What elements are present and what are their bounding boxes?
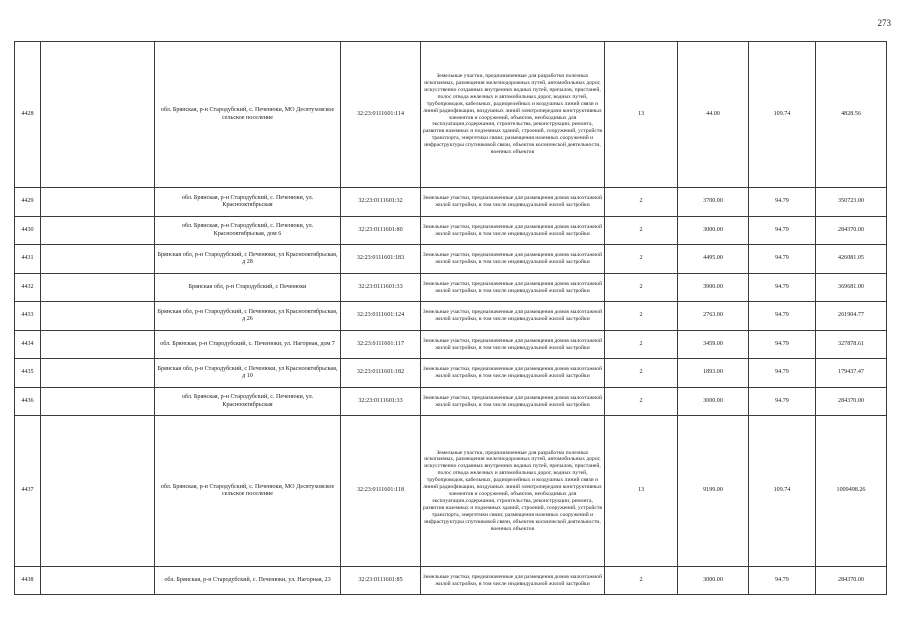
address-cell: Брянская обл, р-н Стародубский, с Печенюки	[155, 274, 341, 302]
land-use-description-cell: Земельные участки, предназначенные для размещения домов малоэтажной жилой застройки, в том числе индивидуальной жилой застройки	[421, 331, 605, 359]
cadastral-number-cell: 32:23:0111601:124	[341, 302, 421, 331]
category-code-cell: 2	[605, 388, 678, 416]
row-number-cell: 4429	[15, 188, 41, 217]
cadastral-value-cell: 284370.00	[816, 567, 887, 595]
table-body	[15, 42, 887, 595]
empty-cell	[41, 302, 155, 331]
row-number-cell: 4438	[15, 567, 41, 595]
table-row	[15, 245, 887, 274]
table-row	[15, 188, 887, 217]
empty-cell	[41, 567, 155, 595]
table-row	[15, 567, 887, 595]
specific-value-cell: 94.79	[749, 302, 816, 331]
specific-value-cell: 109.74	[749, 42, 816, 188]
empty-cell	[41, 188, 155, 217]
cadastral-number-cell: 32:23:0111601:33	[341, 274, 421, 302]
table-row	[15, 42, 887, 188]
empty-cell	[41, 359, 155, 388]
row-number-cell: 4435	[15, 359, 41, 388]
empty-cell	[41, 331, 155, 359]
area-cell: 44.00	[678, 42, 749, 188]
table-row	[15, 217, 887, 245]
table-row	[15, 274, 887, 302]
cadastral-number-cell: 32:23:0111601:118	[341, 416, 421, 567]
table-row	[15, 359, 887, 388]
address-cell: Брянская обл, р-н Стародубский, с Печенюки, ул Краснооктябрьская, д 10	[155, 359, 341, 388]
empty-cell	[41, 42, 155, 188]
cadastral-value-cell: 369681.00	[816, 274, 887, 302]
cadastral-value-cell: 350723.00	[816, 188, 887, 217]
empty-cell	[41, 416, 155, 567]
specific-value-cell: 94.79	[749, 274, 816, 302]
row-number-cell: 4436	[15, 388, 41, 416]
cadastral-number-cell: 32:23:0111601:33	[341, 388, 421, 416]
cadastral-number-cell: 32:23:0111601:182	[341, 359, 421, 388]
area-cell: 1893.00	[678, 359, 749, 388]
area-cell: 9199.00	[678, 416, 749, 567]
area-cell: 3459.00	[678, 331, 749, 359]
cadastral-value-cell: 261904.77	[816, 302, 887, 331]
row-number-cell: 4428	[15, 42, 41, 188]
table-row	[15, 416, 887, 567]
address-cell: обл. Брянская, р-н Стародубский, с. Печенюки, ул. Краснооктябрьская	[155, 188, 341, 217]
category-code-cell: 13	[605, 42, 678, 188]
category-code-cell: 2	[605, 188, 678, 217]
empty-cell	[41, 274, 155, 302]
area-cell: 4495.00	[678, 245, 749, 274]
land-use-description-cell: Земельные участки, предназначенные для размещения домов малоэтажной жилой застройки, в том числе индивидуальной жилой застройки	[421, 388, 605, 416]
area-cell: 3000.00	[678, 217, 749, 245]
row-number-cell: 4437	[15, 416, 41, 567]
cadastral-number-cell: 32:23:0111601:32	[341, 188, 421, 217]
area-cell: 3000.00	[678, 388, 749, 416]
address-cell: обл. Брянская, р-н Стародубский, с. Печенюки, ул. Нагорная, 23	[155, 567, 341, 595]
row-number-cell: 4431	[15, 245, 41, 274]
category-code-cell: 2	[605, 274, 678, 302]
land-use-description-cell: Земельные участки, предназначенные для размещения домов малоэтажной жилой застройки, в том числе индивидуальной жилой застройки	[421, 245, 605, 274]
specific-value-cell: 94.79	[749, 188, 816, 217]
table-row	[15, 388, 887, 416]
cadastral-number-cell: 32:23:0111601:183	[341, 245, 421, 274]
area-cell: 2763.00	[678, 302, 749, 331]
cadastral-value-cell: 4828.56	[816, 42, 887, 188]
category-code-cell: 13	[605, 416, 678, 567]
specific-value-cell: 94.79	[749, 331, 816, 359]
area-cell: 3900.00	[678, 274, 749, 302]
address-cell: обл. Брянская, р-н Стародубский, с. Печенюки, ул. Краснооктябрьская	[155, 388, 341, 416]
category-code-cell: 2	[605, 245, 678, 274]
specific-value-cell: 94.79	[749, 217, 816, 245]
category-code-cell: 2	[605, 567, 678, 595]
cadastral-value-cell: 284370.00	[816, 388, 887, 416]
address-cell: обл. Брянская, р-н Стародубский, с. Печенюки, ул. Нагорная, дом 7	[155, 331, 341, 359]
row-number-cell: 4432	[15, 274, 41, 302]
land-use-description-cell: Земельные участки, предназначенные для разработки полезных ископаемых, размещения железнодорожных путей, автомобильных дорог, искусственно созданных внутренних водных путей, причалов, пристаней, полос отвода железных и автомобильных дорог, водных путей, трубопроводов, кабельных, радиорелейных и воздушных линий связи и линий радиофикации, воздушных линий электропередачи конструктивных элементов и сооружений, объектов, необходимых для эксплуатации,содержания, строительства, реконструкции, ремонта, развития наземных и подземных зданий, строений, сооружений, устройств транспорта, энергетики связи; размещения наземных сооружений и инфраструктуры спутниковой связи, объектов космической деятельности, военных объектов	[421, 42, 605, 188]
specific-value-cell: 94.79	[749, 567, 816, 595]
address-cell: обл. Брянская, р-н Стародубский, с. Печенюки, ул. Краснооктябрьская, дом 6	[155, 217, 341, 245]
specific-value-cell: 94.79	[749, 245, 816, 274]
category-code-cell: 2	[605, 359, 678, 388]
land-use-description-cell: Земельные участки, предназначенные для размещения домов малоэтажной жилой застройки, в том числе индивидуальной жилой застройки	[421, 359, 605, 388]
cadastral-value-cell: 284370.00	[816, 217, 887, 245]
cadastral-number-cell: 32:23:0111601:114	[341, 42, 421, 188]
land-registry-table	[14, 41, 887, 595]
cadastral-number-cell: 32:23:0111601:80	[341, 217, 421, 245]
row-number-cell: 4434	[15, 331, 41, 359]
land-use-description-cell: Земельные участки, предназначенные для размещения домов малоэтажной жилой застройки, в том числе индивидуальной жилой застройки	[421, 188, 605, 217]
cadastral-value-cell: 426081.05	[816, 245, 887, 274]
cadastral-value-cell: 1009498.26	[816, 416, 887, 567]
area-cell: 3700.00	[678, 188, 749, 217]
specific-value-cell: 94.79	[749, 359, 816, 388]
empty-cell	[41, 388, 155, 416]
specific-value-cell: 109.74	[749, 416, 816, 567]
specific-value-cell: 94.79	[749, 388, 816, 416]
empty-cell	[41, 245, 155, 274]
cadastral-number-cell: 32:23:0111601:85	[341, 567, 421, 595]
row-number-cell: 4433	[15, 302, 41, 331]
address-cell: Брянская обл, р-н Стародубский, с Печенюки, ул Краснооктябрьская, д 26	[155, 302, 341, 331]
land-use-description-cell: Земельные участки, предназначенные для размещения домов малоэтажной жилой застройки, в том числе индивидуальной жилой застройки	[421, 274, 605, 302]
cadastral-number-cell: 32:23:0111601:117	[341, 331, 421, 359]
cadastral-value-cell: 179437.47	[816, 359, 887, 388]
address-cell: обл. Брянская, р-н Стародубский, с. Печенюки, МО Десятуховское сельское поселение	[155, 42, 341, 188]
table-row	[15, 331, 887, 359]
land-use-description-cell: Земельные участки, предназначенные для размещения домов малоэтажной жилой застройки, в том числе индивидуальной жилой застройки	[421, 302, 605, 331]
category-code-cell: 2	[605, 331, 678, 359]
category-code-cell: 2	[605, 217, 678, 245]
row-number-cell: 4430	[15, 217, 41, 245]
table-row	[15, 302, 887, 331]
page-number: 273	[877, 18, 891, 28]
land-use-description-cell: Земельные участки, предназначенные для разработки полезных ископаемых, размещения железнодорожных путей, автомобильных дорог, искусственно созданных внутренних водных путей, причалов, пристаней, полос отвода железных и автомобильных дорог, водных путей, трубопроводов, кабельных, радиорелейных и воздушных линий связи и линий радиофикации, воздушных линий электропередачи конструктивных элементов и сооружений, объектов, необходимых для эксплуатации,содержания, строительства, реконструкции, ремонта, развития наземных и подземных зданий, строений, сооружений, устройств транспорта, энергетики связи; размещения наземных сооружений и инфраструктуры спутниковой связи, объектов космической деятельности, военных объектов	[421, 416, 605, 567]
address-cell: обл. Брянская, р-н Стародубский, с. Печенюки, МО Десятуховское сельское поселение	[155, 416, 341, 567]
category-code-cell: 2	[605, 302, 678, 331]
area-cell: 3000.00	[678, 567, 749, 595]
cadastral-value-cell: 327878.61	[816, 331, 887, 359]
land-use-description-cell: Земельные участки, предназначенные для размещения домов малоэтажной жилой застройки, в том числе индивидуальной жилой застройки	[421, 217, 605, 245]
empty-cell	[41, 217, 155, 245]
land-use-description-cell: Земельные участки, предназначенные для размещения домов малоэтажной жилой застройки, в том числе индивидуальной жилой застройки	[421, 567, 605, 595]
address-cell: Брянская обл, р-н Стародубский, с Печенюки, ул Краснооктябрьская, д 28	[155, 245, 341, 274]
